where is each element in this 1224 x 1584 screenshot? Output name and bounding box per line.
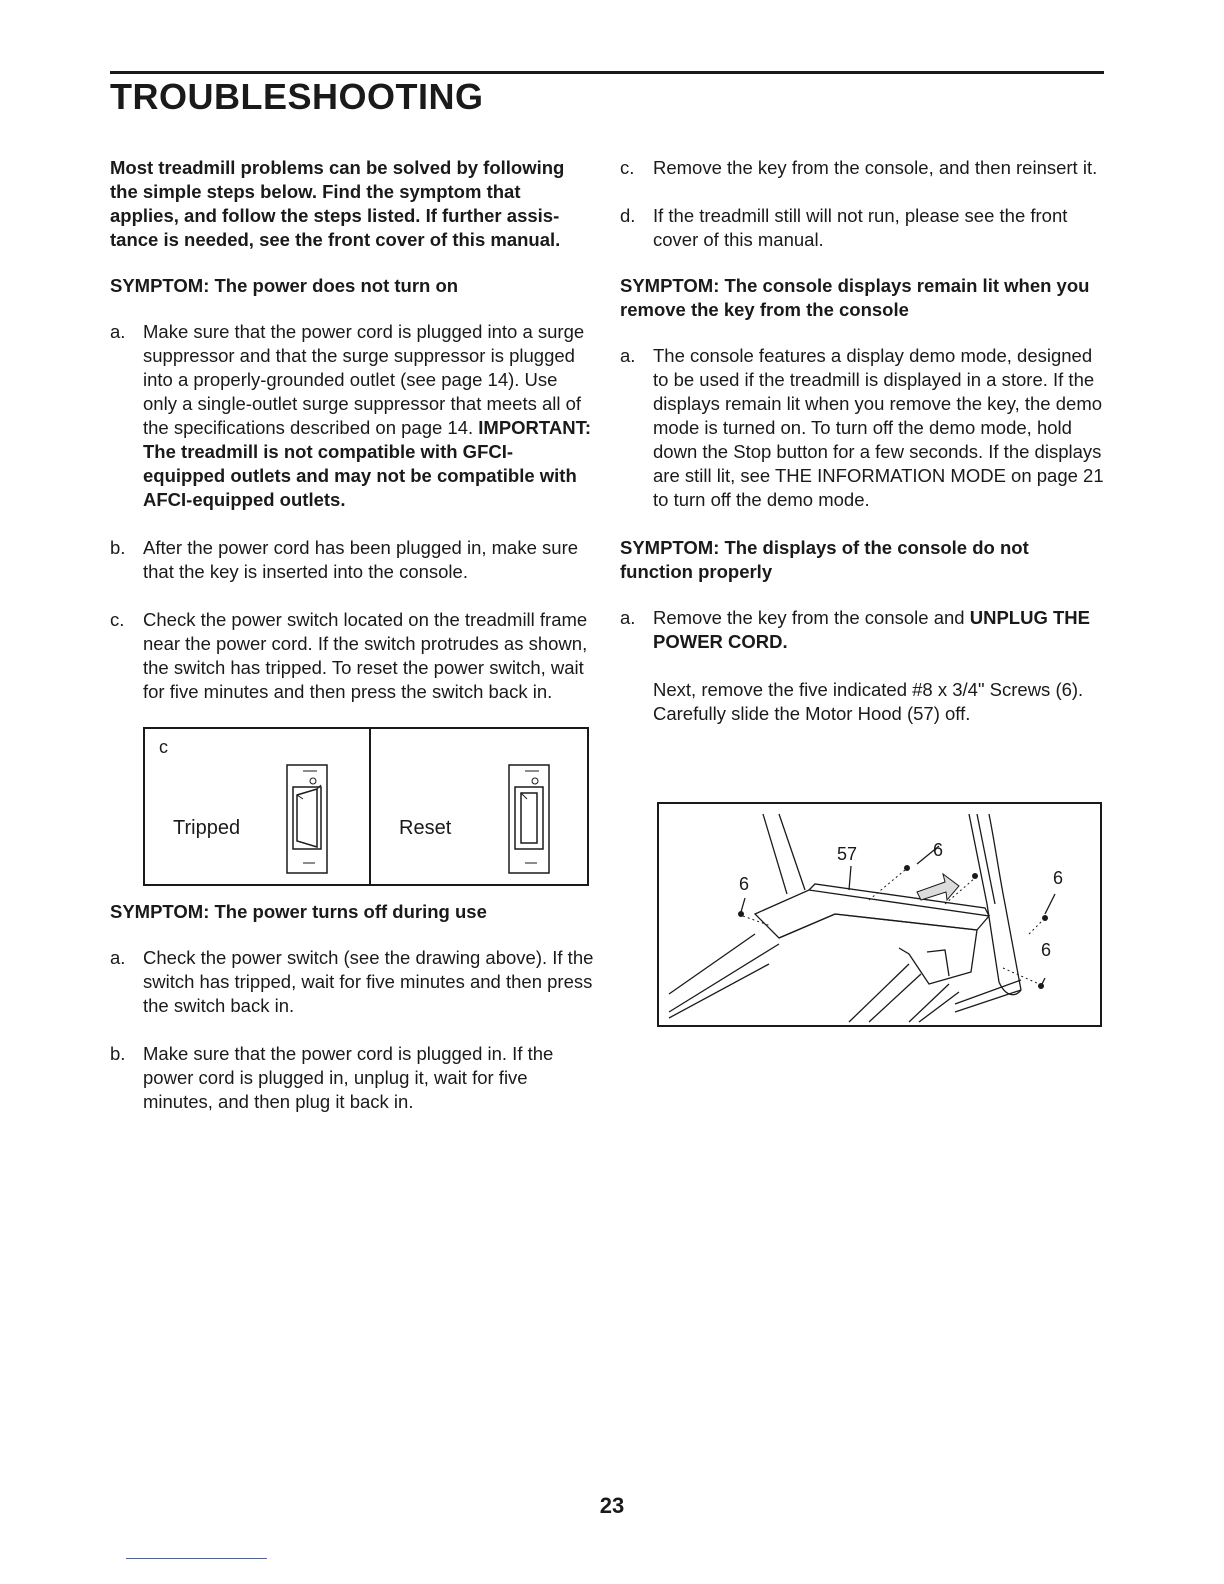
left-column xyxy=(110,156,594,1138)
item-text: Check the power switch (see the drawing above). If the switch has tripped, wait for five minutes and then press the switch back in. xyxy=(143,947,594,1016)
page-title: TROUBLESHOOTING xyxy=(110,76,484,117)
item-text: Remove the key from the console and xyxy=(653,607,965,628)
list-item xyxy=(620,204,1104,252)
unplug-warning: UNPLUG THE POWER CORD. xyxy=(653,607,1090,652)
reset-label: Reset xyxy=(399,817,452,839)
page-number: 23 xyxy=(599,1493,625,1518)
power-switch-figure xyxy=(143,727,589,886)
callout-6-top: 6 xyxy=(933,840,944,860)
title-rule xyxy=(110,71,1104,74)
item-letter: c. xyxy=(110,609,125,630)
list-item xyxy=(110,608,594,704)
treadmill-hood-drawing xyxy=(659,804,1100,1025)
list-item xyxy=(110,536,594,584)
reset-switch-drawing xyxy=(505,759,555,879)
item-text: If the treadmill still will not run, please see the front cover of this manual. xyxy=(653,205,1068,250)
screw-removal-paragraph: Next, remove the five indicated #8 x 3/4" Screws (6). Carefully slide the Motor Hood (57) off. xyxy=(653,679,1084,724)
right-column xyxy=(620,156,1104,750)
item-letter: a. xyxy=(620,345,636,366)
item-text: After the power cord has been plugged in, make sure that the key is inserted into the console. xyxy=(143,537,579,582)
item-letter: d. xyxy=(620,205,636,226)
list-item xyxy=(110,320,594,512)
item-letter: b. xyxy=(110,1043,126,1064)
list-item xyxy=(620,344,1104,512)
item-letter: a. xyxy=(110,947,126,968)
symptom-heading-power-not-on: SYMPTOM: The power does not turn on xyxy=(110,275,459,296)
list-item xyxy=(620,156,1104,180)
callout-6-right: 6 xyxy=(1053,868,1064,888)
item-letter: a. xyxy=(620,607,636,628)
item-text: Make sure that the power cord is plugged in. If the power cord is plugged in, unplug it, wait for five minutes, and then plug it back in. xyxy=(143,1043,554,1112)
item-text: Check the power switch located on the treadmill frame near the power cord. If the switch protrudes as shown, the switch has tripped. To reset the power switch, wait for five minutes and then press the switch back in. xyxy=(143,609,588,702)
figure-step-letter: c xyxy=(159,737,168,757)
list-item xyxy=(110,1042,594,1114)
callout-6-lower: 6 xyxy=(1041,940,1052,960)
symptom-heading-displays-remain-lit: SYMPTOM: The console displays remain lit when you remove the key from the console xyxy=(620,275,1090,320)
symptom-heading-displays-not-functioning: SYMPTOM: The displays of the console do not function properly xyxy=(620,537,1029,582)
figure-divider xyxy=(369,729,371,884)
item-text: Make sure that the power cord is plugged into a surge suppressor and that the surge suppressor is plugged into a properly-grounded outlet (see page 14). Use only a single-outlet surge suppressor that meets all of the specifications described on page 14. xyxy=(143,321,585,438)
intro-paragraph: Most treadmill problems can be solved by following the simple steps below. Find the symptom that applies, and follow the steps listed. If further assistance is needed, see the front cover of this manual. xyxy=(110,157,565,250)
tripped-label: Tripped xyxy=(173,817,241,839)
item-letter: a. xyxy=(110,321,126,342)
important-note: IMPORTANT: The treadmill is not compatible with GFCI-equipped outlets and may not be compatible with AFCI-equipped outlets. xyxy=(143,417,591,510)
list-item xyxy=(620,606,1104,654)
item-letter: b. xyxy=(110,537,126,558)
callout-6-left: 6 xyxy=(739,874,750,894)
item-text: The console features a display demo mode, designed to be used if the treadmill is displayed in a store. If the displays remain lit when you remove the key, the demo mode is turned on. To turn off the demo mode, hold down the Stop button for a few seconds. If the displays are still lit, see THE INFORMATION MODE on page 21 to turn off the demo mode. xyxy=(653,345,1104,510)
item-text: Remove the key from the console, and then reinsert it. xyxy=(653,157,1098,178)
footer-link-line xyxy=(126,1558,267,1559)
symptom-heading-power-off-during-use: SYMPTOM: The power turns off during use xyxy=(110,901,487,922)
list-item xyxy=(110,946,594,1018)
callout-57: 57 xyxy=(837,844,858,864)
item-letter: c. xyxy=(620,157,635,178)
tripped-switch-drawing xyxy=(283,759,333,879)
motor-hood-figure xyxy=(657,802,1102,1027)
